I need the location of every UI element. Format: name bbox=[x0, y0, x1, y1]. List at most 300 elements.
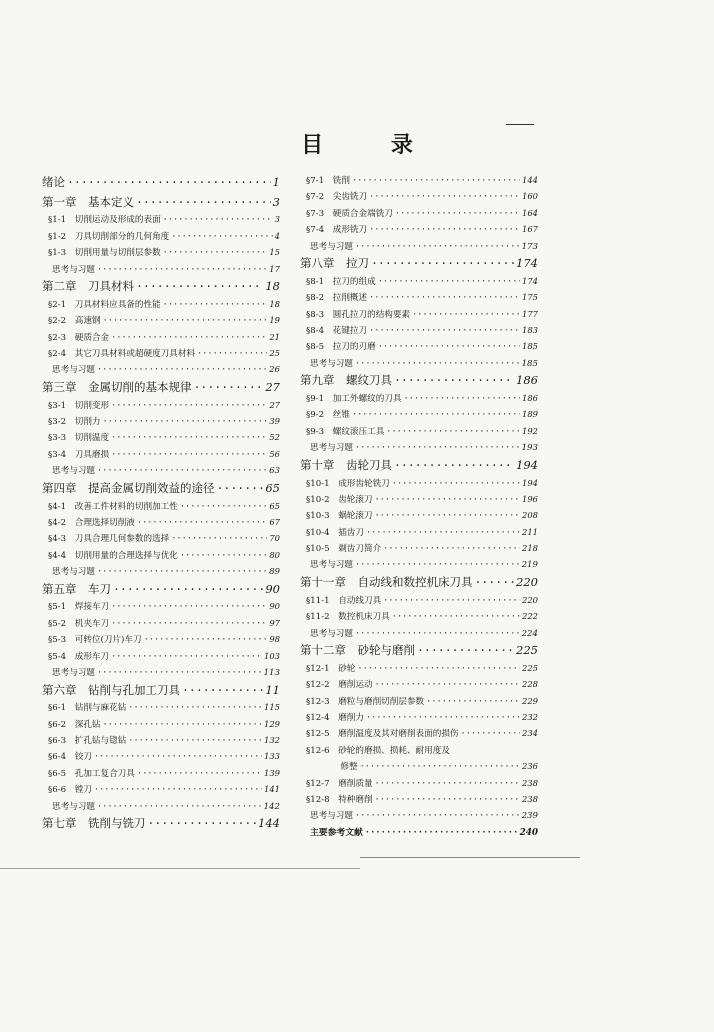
toc-entry-page: 141 bbox=[264, 784, 280, 795]
toc-entry-page: 113 bbox=[263, 667, 280, 678]
toc-right-column bbox=[300, 174, 538, 842]
toc-entry-section[interactable] bbox=[42, 549, 280, 565]
toc-entry-ref[interactable] bbox=[300, 825, 538, 842]
toc-entry-page: 218 bbox=[522, 543, 538, 554]
toc-entry-title: 第二章 刀具材料 bbox=[42, 279, 134, 294]
toc-entry-chapter[interactable] bbox=[42, 581, 280, 601]
toc-leader-dots bbox=[180, 551, 267, 561]
toc-leader-dots bbox=[355, 242, 520, 252]
toc-leader-dots bbox=[182, 683, 263, 697]
toc-entry-nodots[interactable] bbox=[300, 744, 538, 760]
toc-entry-page: 27 bbox=[269, 399, 280, 410]
toc-entry-title: 思考与习题 bbox=[52, 466, 95, 477]
toc-entry-page: 39 bbox=[269, 416, 280, 427]
toc-leader-dots bbox=[67, 175, 271, 189]
toc-leader-dots bbox=[355, 359, 520, 369]
toc-entry-section[interactable] bbox=[42, 718, 280, 734]
toc-entry-page: 56 bbox=[269, 448, 280, 459]
toc-entry-exercise[interactable] bbox=[42, 263, 280, 279]
toc-entry-chapter[interactable] bbox=[42, 379, 280, 399]
toc-entry-title: §3-2 切削力 bbox=[48, 417, 101, 428]
toc-leader-dots bbox=[369, 225, 520, 235]
toc-entry-title: §9-1 加工外螺纹的刀具 bbox=[306, 394, 402, 405]
toc-entry-page: 174 bbox=[522, 275, 538, 286]
toc-leader-dots bbox=[217, 481, 264, 495]
toc-entry-chapter[interactable] bbox=[42, 174, 280, 194]
toc-leader-dots bbox=[111, 450, 267, 460]
toc-leader-dots bbox=[426, 697, 520, 707]
toc-entry-title: 第七章 铣削与铣刀 bbox=[42, 816, 146, 831]
toc-leader-dots bbox=[355, 443, 520, 453]
toc-entry-exercise[interactable] bbox=[42, 666, 280, 682]
toc-entry-section[interactable] bbox=[300, 340, 538, 356]
page-title: 目 录 bbox=[301, 132, 443, 158]
toc-leader-dots bbox=[375, 511, 520, 521]
toc-entry-page: 65 bbox=[265, 480, 280, 495]
toc-entry-section[interactable] bbox=[42, 314, 280, 330]
toc-entry-chapter[interactable] bbox=[300, 642, 538, 662]
toc-entry-page: 98 bbox=[269, 634, 280, 645]
toc-entry-section[interactable] bbox=[42, 617, 280, 633]
toc-entry-title: 思考与习题 bbox=[52, 365, 95, 376]
toc-entry-page: 129 bbox=[264, 718, 280, 729]
toc-entry-title: §2-4 其它刀具材料或超硬度刀具材料 bbox=[48, 349, 196, 359]
toc-entry-section[interactable] bbox=[42, 701, 280, 717]
toc-leader-dots bbox=[394, 458, 514, 472]
toc-entry-title: §5-1 焊接车刀 bbox=[48, 602, 110, 613]
toc-entry-exercise[interactable] bbox=[42, 800, 280, 816]
toc-entry-exercise[interactable] bbox=[300, 441, 538, 457]
toc-leader-dots bbox=[144, 635, 268, 645]
toc-entry-section[interactable] bbox=[300, 408, 538, 424]
toc-entry-section[interactable] bbox=[42, 246, 280, 262]
toc-entry-title: 第一章 基本定义 bbox=[42, 194, 134, 209]
toc-entry-page: 208 bbox=[522, 510, 538, 521]
toc-entry-page: 239 bbox=[521, 811, 538, 822]
toc-leader-dots bbox=[352, 176, 520, 186]
toc-entry-title: §6-2 深孔钻 bbox=[48, 719, 101, 730]
toc-leader-dots bbox=[366, 713, 520, 723]
bottom-rule-left bbox=[0, 868, 360, 869]
toc-entry-section[interactable] bbox=[42, 415, 280, 431]
toc-entry-title: §2-1 刀具材料应具备的性能 bbox=[48, 299, 161, 310]
toc-entry-page: 90 bbox=[265, 581, 280, 596]
toc-entry-section[interactable] bbox=[42, 399, 280, 415]
toc-entry-page: 174 bbox=[516, 256, 538, 271]
toc-entry-page: 220 bbox=[522, 594, 538, 605]
toc-entry-page: 228 bbox=[522, 679, 538, 690]
toc-entry-section[interactable] bbox=[42, 448, 280, 464]
toc-entry-page: 115 bbox=[264, 702, 280, 713]
toc-entry-page: 160 bbox=[522, 191, 538, 202]
toc-entry-title: §4-2 合理选择切削液 bbox=[48, 517, 135, 528]
toc-entry-page: 183 bbox=[522, 325, 538, 336]
toc-entry-section[interactable] bbox=[300, 711, 538, 727]
toc-entry-title: 第三章 金属切削的基本规律 bbox=[42, 379, 192, 394]
toc-entry-page: 21 bbox=[269, 331, 280, 342]
toc-leader-dots bbox=[383, 544, 520, 554]
toc-entry-exercise[interactable] bbox=[42, 464, 280, 480]
toc-entry-title: §7-3 硬质合金端铣刀 bbox=[306, 208, 393, 219]
toc-leader-dots bbox=[357, 664, 520, 674]
toc-entry-section[interactable] bbox=[300, 223, 538, 239]
toc-left-column bbox=[42, 174, 280, 835]
toc-entry-title: §10-5 剃齿刀简介 bbox=[306, 544, 382, 555]
toc-entry-chapter[interactable] bbox=[42, 815, 280, 835]
toc-entry-title: 思考与习题 bbox=[310, 560, 353, 571]
toc-entry-page: 232 bbox=[522, 712, 538, 722]
toc-leader-dots bbox=[365, 828, 518, 838]
toc-entry-page: 144 bbox=[258, 816, 280, 831]
toc-entry-section[interactable] bbox=[42, 500, 280, 516]
toc-entry-section[interactable] bbox=[42, 633, 280, 649]
toc-leader-dots bbox=[197, 349, 267, 359]
toc-entry-title: 第八章 拉刀 bbox=[300, 256, 369, 271]
toc-entry-page: 18 bbox=[269, 298, 280, 309]
toc-entry-page: 144 bbox=[522, 175, 538, 185]
toc-entry-title: §4-1 改善工件材料的切削加工性 bbox=[48, 501, 178, 512]
toc-entry-page: 90 bbox=[269, 601, 280, 612]
toc-entry-title: §1-2 刀具切削部分的几何角度 bbox=[48, 231, 170, 242]
toc-entry-page: 185 bbox=[522, 341, 538, 352]
toc-entry-chapter[interactable] bbox=[42, 278, 280, 298]
toc-entry-title: 第五章 车刀 bbox=[42, 581, 111, 596]
toc-entry-page: 189 bbox=[522, 409, 538, 420]
toc-entry-title: 第四章 提高金属切削效益的途径 bbox=[42, 480, 215, 495]
toc-leader-dots bbox=[352, 410, 520, 420]
toc-entry-page: 186 bbox=[516, 373, 538, 388]
toc-leader-dots bbox=[94, 785, 262, 795]
toc-entry-page: 80 bbox=[269, 549, 280, 560]
toc-entry-title: §12-6 砂轮的磨损、损耗、耐用度及 bbox=[306, 745, 450, 756]
toc-leader-dots bbox=[475, 575, 515, 589]
toc-entry-title: 思考与习题 bbox=[310, 811, 353, 822]
toc-entry-title: §9-2 丝锥 bbox=[306, 410, 350, 421]
toc-leader-dots bbox=[378, 277, 520, 287]
toc-leader-dots bbox=[375, 495, 520, 505]
toc-entry-section[interactable] bbox=[300, 477, 538, 493]
toc-entry-section[interactable] bbox=[42, 431, 280, 447]
toc-entry-title: §7-1 铣削 bbox=[306, 176, 350, 186]
toc-entry-chapter[interactable] bbox=[42, 194, 280, 214]
toc-entry-title: §3-3 切削温度 bbox=[48, 433, 110, 444]
toc-entry-chapter[interactable] bbox=[300, 574, 538, 594]
toc-entry-title: §10-4 插齿刀 bbox=[306, 527, 364, 538]
toc-leader-dots bbox=[136, 279, 263, 293]
toc-entry-title: §4-3 刀具合理几何参数的选择 bbox=[48, 534, 170, 545]
toc-entry-page: 185 bbox=[521, 358, 538, 369]
toc-entry-title: §11-2 数控机床刀具 bbox=[306, 612, 390, 623]
toc-entry-page: 139 bbox=[264, 767, 280, 778]
toc-leader-dots bbox=[355, 629, 520, 639]
toc-entry-section[interactable] bbox=[42, 532, 280, 548]
toc-entry-title: §6-6 镗刀 bbox=[48, 785, 92, 796]
toc-entry-exercise[interactable] bbox=[300, 240, 538, 256]
toc-entry-title: §7-4 成形铣刀 bbox=[306, 225, 368, 236]
toc-entry-section[interactable] bbox=[42, 331, 280, 347]
toc-entry-exercise[interactable] bbox=[300, 558, 538, 574]
toc-entry-page: 67 bbox=[269, 516, 280, 527]
toc-entry-title: §5-3 可转位(刀片)车刀 bbox=[48, 635, 142, 646]
toc-entry-exercise[interactable] bbox=[300, 627, 538, 643]
toc-leader-dots bbox=[392, 479, 520, 489]
toc-entry-section[interactable] bbox=[300, 777, 538, 793]
toc-entry-section[interactable] bbox=[42, 600, 280, 616]
toc-entry-title: §12-5 磨削温度及其对磨削表面的损伤 bbox=[306, 729, 459, 740]
toc-entry-page: 52 bbox=[269, 432, 280, 443]
toc-entry-section[interactable] bbox=[42, 734, 280, 750]
toc-entry-page: 186 bbox=[522, 393, 538, 404]
toc-entry-section[interactable] bbox=[42, 347, 280, 363]
toc-leader-dots bbox=[378, 342, 520, 352]
toc-leader-dots bbox=[386, 427, 520, 437]
toc-entry-exercise[interactable] bbox=[300, 809, 538, 825]
toc-leader-dots bbox=[94, 752, 262, 762]
toc-entry-section[interactable] bbox=[42, 298, 280, 314]
toc-leader-dots bbox=[136, 195, 271, 209]
toc-entry-title: 第十二章 砂轮与磨削 bbox=[300, 643, 415, 658]
toc-entry-page: 103 bbox=[264, 650, 280, 661]
toc-entry-section[interactable] bbox=[300, 695, 538, 711]
toc-entry-chapter[interactable] bbox=[300, 372, 538, 392]
toc-entry-page: 222 bbox=[522, 611, 538, 622]
toc-leader-dots bbox=[97, 802, 262, 812]
toc-entry-section[interactable] bbox=[42, 767, 280, 783]
toc-leader-dots bbox=[137, 518, 267, 528]
toc-entry-title: 主要参考文献 bbox=[310, 827, 363, 838]
toc-entry-page: 63 bbox=[269, 466, 280, 477]
toc-entry-title: §6-1 钻削与麻花钻 bbox=[48, 703, 127, 714]
toc-entry-title: §12-4 磨削力 bbox=[306, 713, 364, 723]
toc-leader-dots bbox=[148, 816, 257, 830]
toc-entry-section[interactable] bbox=[300, 207, 538, 223]
toc-leader-dots bbox=[355, 811, 520, 821]
toc-entry-section[interactable] bbox=[300, 493, 538, 509]
toc-leader-dots bbox=[383, 596, 520, 606]
toc-entry-title: §12-7 磨削质量 bbox=[306, 778, 373, 789]
toc-leader-dots bbox=[366, 528, 520, 538]
toc-entry-section[interactable] bbox=[42, 213, 280, 229]
toc-entry-title: 思考与习题 bbox=[310, 443, 353, 454]
bottom-rule-right bbox=[360, 857, 580, 858]
toc-leader-dots bbox=[97, 466, 267, 476]
toc-entry-page: 194 bbox=[522, 477, 538, 488]
toc-entry-section[interactable] bbox=[300, 662, 538, 678]
toc-entry-title: §6-4 铰刀 bbox=[48, 752, 92, 763]
toc-leader-dots bbox=[97, 265, 267, 275]
toc-entry-section[interactable] bbox=[300, 174, 538, 190]
toc-entry-title: §8-2 拉削概述 bbox=[306, 293, 368, 304]
toc-leader-dots bbox=[103, 720, 262, 730]
toc-entry-section[interactable] bbox=[42, 783, 280, 799]
toc-entry-page: 177 bbox=[522, 308, 538, 319]
toc-entry-chapter[interactable] bbox=[300, 457, 538, 477]
toc-entry-section[interactable] bbox=[42, 516, 280, 532]
toc-entry-page: 18 bbox=[265, 279, 280, 294]
toc-entry-page: 224 bbox=[521, 628, 538, 639]
toc-leader-dots bbox=[392, 612, 520, 622]
toc-leader-dots bbox=[171, 232, 272, 242]
toc-entry-title: §8-5 拉刀的刃磨 bbox=[306, 342, 376, 353]
toc-entry-title: 第十一章 自动线和数控机床刀具 bbox=[300, 575, 473, 590]
toc-entry-section[interactable] bbox=[300, 760, 538, 776]
toc-entry-page: 193 bbox=[521, 443, 538, 454]
toc-leader-dots bbox=[128, 736, 262, 746]
toc-leader-dots bbox=[194, 380, 264, 394]
toc-leader-dots bbox=[111, 333, 267, 343]
toc-entry-page: 70 bbox=[269, 533, 280, 544]
toc-leader-dots bbox=[371, 256, 514, 270]
toc-leader-dots bbox=[171, 534, 267, 544]
toc-entry-title: §6-5 孔加工复合刀具 bbox=[48, 768, 135, 779]
toc-leader-dots bbox=[369, 293, 520, 303]
toc-leader-dots bbox=[355, 560, 520, 570]
toc-entry-page: 19 bbox=[269, 315, 280, 326]
toc-entry-section[interactable] bbox=[42, 230, 280, 246]
toc-entry-section[interactable] bbox=[300, 425, 538, 441]
toc-entry-title: 思考与习题 bbox=[52, 801, 95, 812]
toc-leader-dots bbox=[103, 316, 268, 326]
toc-entry-section[interactable] bbox=[42, 650, 280, 666]
toc-leader-dots bbox=[113, 582, 263, 596]
toc-entry-section[interactable] bbox=[300, 594, 538, 610]
toc-entry-page: 89 bbox=[269, 567, 280, 578]
toc-entry-page: 238 bbox=[522, 793, 538, 804]
toc-leader-dots bbox=[111, 619, 267, 629]
toc-entry-page: 225 bbox=[522, 662, 538, 673]
toc-leader-dots bbox=[111, 401, 267, 411]
toc-leader-dots bbox=[375, 795, 520, 805]
toc-entry-title: 第九章 螺纹刀具 bbox=[300, 373, 392, 388]
toc-entry-page: 164 bbox=[522, 207, 538, 218]
toc-leader-dots bbox=[137, 769, 262, 779]
toc-leader-dots bbox=[97, 668, 262, 678]
toc-entry-title: 思考与习题 bbox=[52, 264, 95, 275]
toc-leader-dots bbox=[417, 643, 514, 657]
toc-entry-page: 225 bbox=[516, 643, 538, 658]
toc-entry-chapter[interactable] bbox=[300, 255, 538, 275]
toc-entry-section[interactable] bbox=[300, 610, 538, 626]
toc-entry-title: §2-2 高速钢 bbox=[48, 316, 101, 327]
toc-leader-dots bbox=[128, 703, 262, 713]
toc-entry-page: 3 bbox=[274, 214, 280, 225]
toc-entry-section[interactable] bbox=[300, 793, 538, 809]
toc-entry-title: §12-8 特种磨削 bbox=[306, 794, 373, 805]
toc-entry-section[interactable] bbox=[300, 526, 538, 542]
toc-entry-page: 132 bbox=[264, 734, 280, 745]
toc-entry-title: 思考与习题 bbox=[310, 358, 353, 369]
toc-entry-title: 思考与习题 bbox=[310, 241, 353, 252]
toc-leader-dots bbox=[461, 729, 520, 739]
toc-entry-title: 修整 bbox=[306, 762, 358, 773]
toc-leader-dots bbox=[111, 433, 267, 443]
toc-entry-chapter[interactable] bbox=[42, 480, 280, 500]
toc-entry-section[interactable] bbox=[300, 308, 538, 324]
toc-leader-dots bbox=[395, 209, 520, 219]
toc-entry-page: 236 bbox=[522, 761, 538, 772]
toc-entry-title: §12-3 磨粒与磨削切削层参数 bbox=[306, 696, 425, 707]
toc-leader-dots bbox=[97, 365, 267, 375]
toc-entry-title: §2-3 硬质合金 bbox=[48, 332, 110, 343]
toc-entry-title: §12-2 磨削运动 bbox=[306, 680, 373, 691]
toc-entry-page: 220 bbox=[516, 575, 538, 590]
toc-leader-dots bbox=[103, 417, 268, 427]
toc-entry-page: 17 bbox=[269, 264, 280, 275]
toc-entry-section[interactable] bbox=[300, 324, 538, 340]
toc-leader-dots bbox=[97, 567, 267, 577]
toc-entry-title: §8-1 拉刀的组成 bbox=[306, 276, 376, 287]
toc-leader-dots bbox=[180, 502, 267, 512]
toc-entry-title: §11-1 自动线刀具 bbox=[306, 595, 382, 606]
toc-entry-title: §5-2 机夹车刀 bbox=[48, 618, 110, 629]
toc-leader-dots bbox=[163, 300, 268, 310]
toc-entry-page: 11 bbox=[265, 682, 280, 697]
toc-entry-title: §9-3 螺纹滚压工具 bbox=[306, 426, 385, 437]
toc-leader-dots bbox=[403, 394, 520, 404]
toc-entry-title: §3-1 切削变形 bbox=[48, 400, 110, 411]
toc-entry-title: 绪论 bbox=[42, 175, 65, 189]
toc-entry-page: 1 bbox=[272, 175, 280, 189]
toc-leader-dots bbox=[369, 326, 520, 336]
toc-entry-exercise[interactable] bbox=[42, 565, 280, 581]
toc-leader-dots bbox=[394, 373, 514, 387]
toc-leader-dots bbox=[111, 652, 262, 662]
toc-entry-title: 思考与习题 bbox=[52, 667, 95, 678]
toc-entry-title: §4-4 切削用量的合理选择与优化 bbox=[48, 550, 178, 561]
toc-entry-page: 3 bbox=[272, 194, 280, 209]
toc-entry-title: §1-3 切削用量与切削层参数 bbox=[48, 248, 161, 259]
toc-entry-page: 192 bbox=[522, 425, 538, 436]
toc-entry-exercise[interactable] bbox=[42, 363, 280, 379]
toc-entry-title: §3-4 刀具磨损 bbox=[48, 449, 110, 460]
toc-entry-title: 思考与习题 bbox=[310, 628, 353, 639]
toc-entry-page: 15 bbox=[269, 247, 280, 258]
toc-entry-page: 238 bbox=[522, 777, 538, 788]
toc-leader-dots bbox=[375, 680, 520, 690]
toc-entry-title: §10-3 蜗轮滚刀 bbox=[306, 511, 373, 522]
toc-entry-section[interactable] bbox=[300, 291, 538, 307]
toc-entry-section[interactable] bbox=[42, 750, 280, 766]
toc-entry-section[interactable] bbox=[300, 678, 538, 694]
toc-entry-section[interactable] bbox=[300, 392, 538, 408]
toc-entry-section[interactable] bbox=[300, 275, 538, 291]
toc-entry-page: 240 bbox=[519, 827, 538, 838]
toc-entry-title: §8-4 花键拉刀 bbox=[306, 326, 368, 337]
corner-mark bbox=[506, 124, 534, 125]
toc-leader-dots bbox=[111, 602, 267, 612]
toc-leader-dots bbox=[360, 762, 520, 772]
toc-entry-title: §8-3 圆孔拉刀的结构要素 bbox=[306, 309, 411, 320]
toc-entry-section[interactable] bbox=[300, 509, 538, 525]
toc-entry-section[interactable] bbox=[300, 190, 538, 206]
toc-entry-page: 211 bbox=[522, 526, 538, 537]
toc-entry-title: §1-1 切削运动及形成的表面 bbox=[48, 215, 161, 226]
toc-leader-dots bbox=[369, 192, 520, 202]
toc-entry-section[interactable] bbox=[300, 727, 538, 743]
toc-entry-page: 167 bbox=[522, 224, 538, 235]
toc-entry-title: §10-2 齿轮滚刀 bbox=[306, 494, 373, 505]
toc-entry-page: 229 bbox=[522, 695, 538, 706]
toc-entry-section[interactable] bbox=[300, 542, 538, 558]
toc-entry-page: 219 bbox=[521, 560, 538, 571]
toc-leader-dots bbox=[412, 310, 520, 320]
toc-entry-exercise[interactable] bbox=[300, 357, 538, 373]
toc-entry-chapter[interactable] bbox=[42, 682, 280, 702]
toc-entry-title: §12-1 砂轮 bbox=[306, 663, 356, 674]
toc-entry-page: 26 bbox=[269, 365, 280, 376]
toc-entry-page: 142 bbox=[263, 801, 280, 812]
toc-entry-page: 65 bbox=[269, 500, 280, 511]
